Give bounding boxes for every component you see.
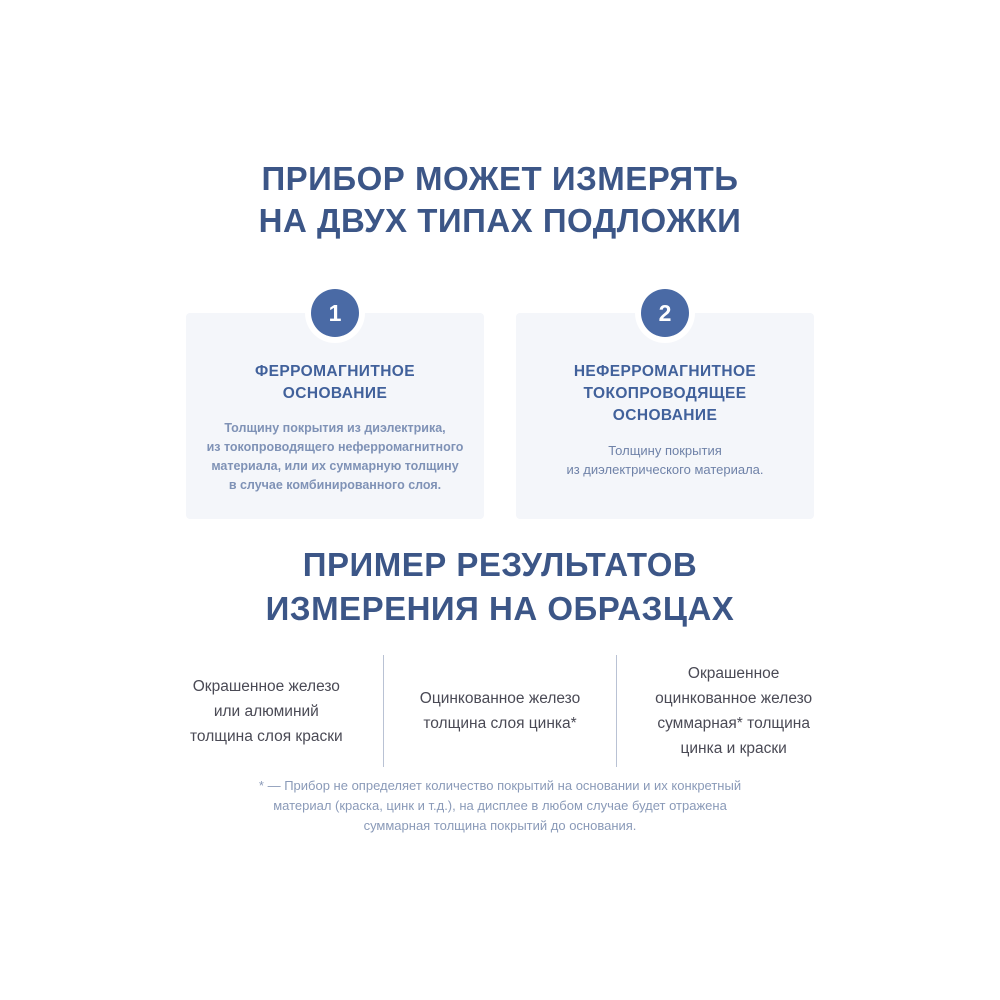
section-2-heading (0, 543, 1000, 631)
card-1-description-line-2: из токопроводящего неферромагнитного (206, 440, 464, 454)
card-1-number-badge: 1 (311, 289, 359, 337)
card-2-description (534, 441, 796, 479)
section-1-heading (0, 158, 1000, 242)
card-2-description-line-1: Толщину покрытия (608, 443, 722, 458)
sample-column-1-line-3: толщина слоя краски (190, 727, 343, 745)
sample-column-2-line-2: толщина слоя цинка* (423, 715, 577, 732)
sample-column-galvanized-iron (384, 655, 617, 767)
footnote-line-2: материал (краска, цинк и т.д.), на дисплее в любом случае будет отражена (273, 798, 727, 813)
sample-results-columns (150, 655, 850, 767)
card-1-description-line-3: материала, или их суммарную толщину (211, 459, 459, 473)
card-2-title-line-2: ТОКОПРОВОДЯЩЕЕ (583, 385, 747, 402)
card-ferromagnetic (186, 299, 484, 519)
card-2-title-line-3: ОСНОВАНИЕ (612, 407, 718, 424)
footnote-line-1: * — Прибор не определяет количество покрытий на основании и их конкретный (258, 778, 742, 793)
substrate-type-cards (186, 299, 814, 519)
sample-column-2-line-1: Оцинкованное железо (419, 690, 581, 707)
sample-column-1-line-1: Окрашенное железо (192, 677, 340, 695)
card-1-description-line-4: в случае комбинированного слоя. (228, 478, 442, 492)
sample-column-3-line-3: суммарная* толщина (657, 715, 810, 732)
sample-column-1-line-2: или алюминий (213, 702, 319, 720)
section-1-heading-line-1: ПРИБОР МОЖЕТ ИЗМЕРЯТЬ (261, 160, 739, 197)
card-1-title-line-1: ФЕРРОМАГНИТНОЕ (255, 363, 415, 380)
card-2-title (534, 361, 796, 427)
sample-column-3-line-2: оцинкованное железо (655, 690, 813, 707)
card-non-ferromagnetic (516, 299, 814, 519)
section-1-heading-line-2: НА ДВУХ ТИПАХ ПОДЛОЖКИ (258, 202, 742, 239)
footnote (0, 776, 1000, 836)
card-1-description (204, 419, 466, 495)
section-2-heading-line-2: ИЗМЕРЕНИЯ НА ОБРАЗЦАХ (265, 590, 735, 627)
sample-column-3-line-1: Окрашенное (687, 665, 780, 682)
card-1-title (204, 361, 466, 405)
sample-column-painted-galvanized-iron (617, 655, 850, 767)
sample-column-3-line-4: цинка и краски (680, 740, 787, 757)
card-2-number-badge: 2 (641, 289, 689, 337)
section-2-heading-line-1: ПРИМЕР РЕЗУЛЬТАТОВ (302, 546, 698, 583)
sample-column-painted-iron (150, 655, 383, 767)
card-2-title-line-1: НЕФЕРРОМАГНИТНОЕ (573, 363, 757, 380)
card-1-title-line-2: ОСНОВАНИЕ (282, 385, 388, 402)
footnote-line-3: суммарная толщина покрытий до основания. (363, 818, 637, 833)
card-1-description-line-1: Толщину покрытия из диэлектрика, (224, 421, 446, 435)
card-2-description-line-2: из диэлектрического материала. (566, 462, 764, 477)
